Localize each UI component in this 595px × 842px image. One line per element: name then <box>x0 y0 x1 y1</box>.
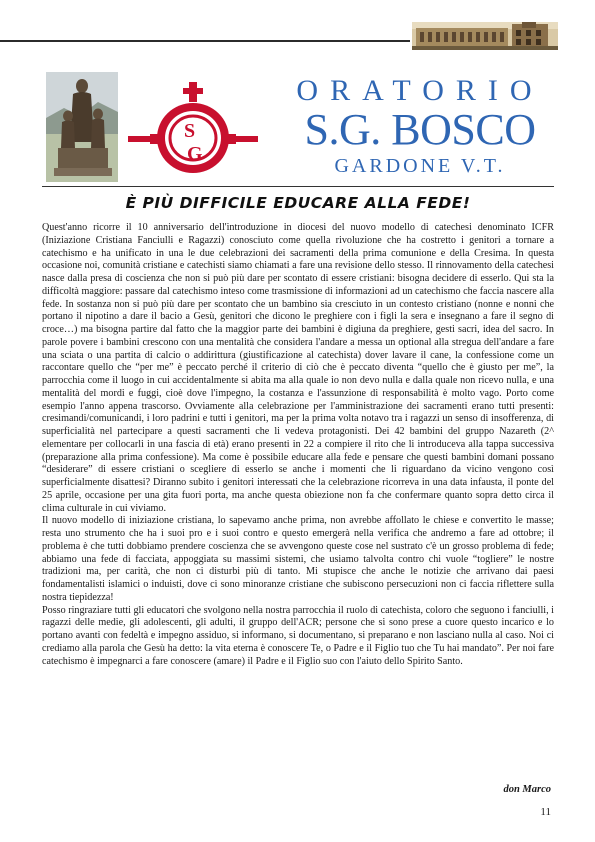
oratorio-emblem-icon <box>128 82 258 174</box>
article-paragraph: Posso ringraziare tutti gli educatori che svolgono nella nostra parrocchia il ruolo di catechista, coloro che seguono i fanciulli, i ragazzi delle medie, gli adolescenti, gli adulti, il gruppo dell'ACR; persone che si sono prese a cuore questo incarico e lo portano avanti con fedeltà e impegno assiduo, si informano, si documentano, si preparano e non lasciano nulla al caso. Noi ci crediamo alla parola che Gesù ha detto: la vita eterna è conoscere Te, o Padre e il Figlio tuo che Tu hai mandato”. Per noi fare catechismo è impegnarci a fare conoscere (amare) il Padre e il Figlio suo con l'aiuto dello Spirito Santo. <box>42 604 554 667</box>
article-paragraph: Il nuovo modello di iniziazione cristiana, lo sapevamo anche prima, non avrebbe affollato le chiese e convertito le masse; resta uno strumento che ha i suoi pro e i suoi contro e questo emergerà nella verifica che andremo a fare ad ottobre; il problema è che tutti dobbiamo prendere coscienza che se avvengono queste cose nel sustrato c'è un grosso problema di fede; abbiamo una fede di facciata, appoggiata su massimi sistemi, che usiamo talvolta contro chi vuole “togliere” le nostre tradizioni ma, per carità, che non ci disturbi più di tanto. Mi stupisce che anche le notizie che arrivano dai paesi fondamentalisti islamici o induisti, dove ci sono minoranze cristiane che subiscono persecuzioni non ci faccia riflettere sulla nostra tiepidezza! <box>42 515 554 603</box>
svg-text:S: S <box>184 120 196 142</box>
brand-gardone: GARDONE V.T. <box>334 155 506 177</box>
title-rule <box>42 186 554 187</box>
svg-text:G: G <box>187 143 203 165</box>
article-paragraph: Quest'anno ricorre il 10 anniversario dell'introduzione in diocesi del nuovo modello di catechesi denominato ICFR (Iniziazione Cristiana Fanciulli e Ragazzi) conosciuto come quella rivoluzione che ha costretto i genitori a tornare a catechismo e ha unificato in una le due celebrazioni dei sacramenti della prima comunione e della Cresima. In questa occasione noi, comunità cristiane e catechisti siamo chiamati a fare una revisione dello stesso. Il rinnovamento della catechesi nasce dalla presa di coscienza che non si può più dare per scontato di essere cristiani: bisogna decidere di esserlo. Qui sta la difficoltà maggiore: passare dal catechismo inteso come trasmissione di informazioni ad un catechismo che faccia nascere alla fede. In sostanza non si può più dare per scontato che un bambino sia cresciuto in un contesto cristiano (nonne e nonni che portano il nipotino a dare il bacio a Gesù, genitori che dicono le preghiere con i figli la sera e insegnano a fare il segno di croce…) ma bisogna partire dal fatto che la maggior parte dei bambini è digiuna da preghiere, gesti sacri, idea del sacro. In parole povere i bambini crescono con una mentalità che considera l'andare a messa un optional alla stregua dell'andare a fare una sciata o una partita di calcio o addirittura (giustificazione al catechista) dover lavare il cane, la confessione come un raccontare quello che “per me” è peccato perché il criterio di ciò che è peccato diventa “quello che è giusto per me”, la parrocchia come il luogo in cui accidentalmente si abita ma alla quale io non devo nulla e dalla quale non ricevo nulla, e una mentalità del mordi e fuggi, cioè dove l'impegno, la costanza e l'assunzione di responsabilità è molto vago. Porto come esempio l'anno appena trascorso. Ovviamente alla celebrazione per l'amministrazione dei sacramenti erano tutti presenti: cresimandi/comunicandi, i loro padrini e tutti i genitori, ma per la prima volta notavo tra i ragazzi un senso di insofferenza, di superficialità nel partecipare a questi sacramenti che li vedeva protagonisti. Dei 42 bambini del gruppo Nazareth (2^ elementare per collocarli in una fascia di età) erano presenti in 22 a compiere il rito che li introduceva alla tappa successiva (preparazione alla prima confessione). Ma come è possibile educare alla fede e pensare che questi bambini domani possano “desiderare” di essere cristiani o scegliere di esserlo se anche i momenti che li riguardano da vicino vengono così superficialmente disattesi? Diranno subito i genitori interessati che la celebrazione ricorreva in una data infausta, il ponte del 25 aprile, occasione per una gita fuori porta, ma anche questa obiezione non fa che confermare quanto sopra detto circa il clima culturale in cui viviamo. <box>42 222 554 514</box>
oratorio-brand <box>280 74 560 178</box>
article-body <box>42 222 554 668</box>
statue-photo <box>46 72 118 182</box>
article-signature: don Marco <box>503 784 551 795</box>
building-photo <box>412 22 558 50</box>
page-number: 11 <box>540 806 551 818</box>
header-rule <box>0 40 410 42</box>
article-title: È PIÙ DIFFICILE EDUCARE ALLA FEDE! <box>125 194 471 212</box>
brand-sg-bosco: S.G. BOSCO <box>304 105 536 154</box>
brand-oratorio: ORATORIO <box>296 74 544 107</box>
